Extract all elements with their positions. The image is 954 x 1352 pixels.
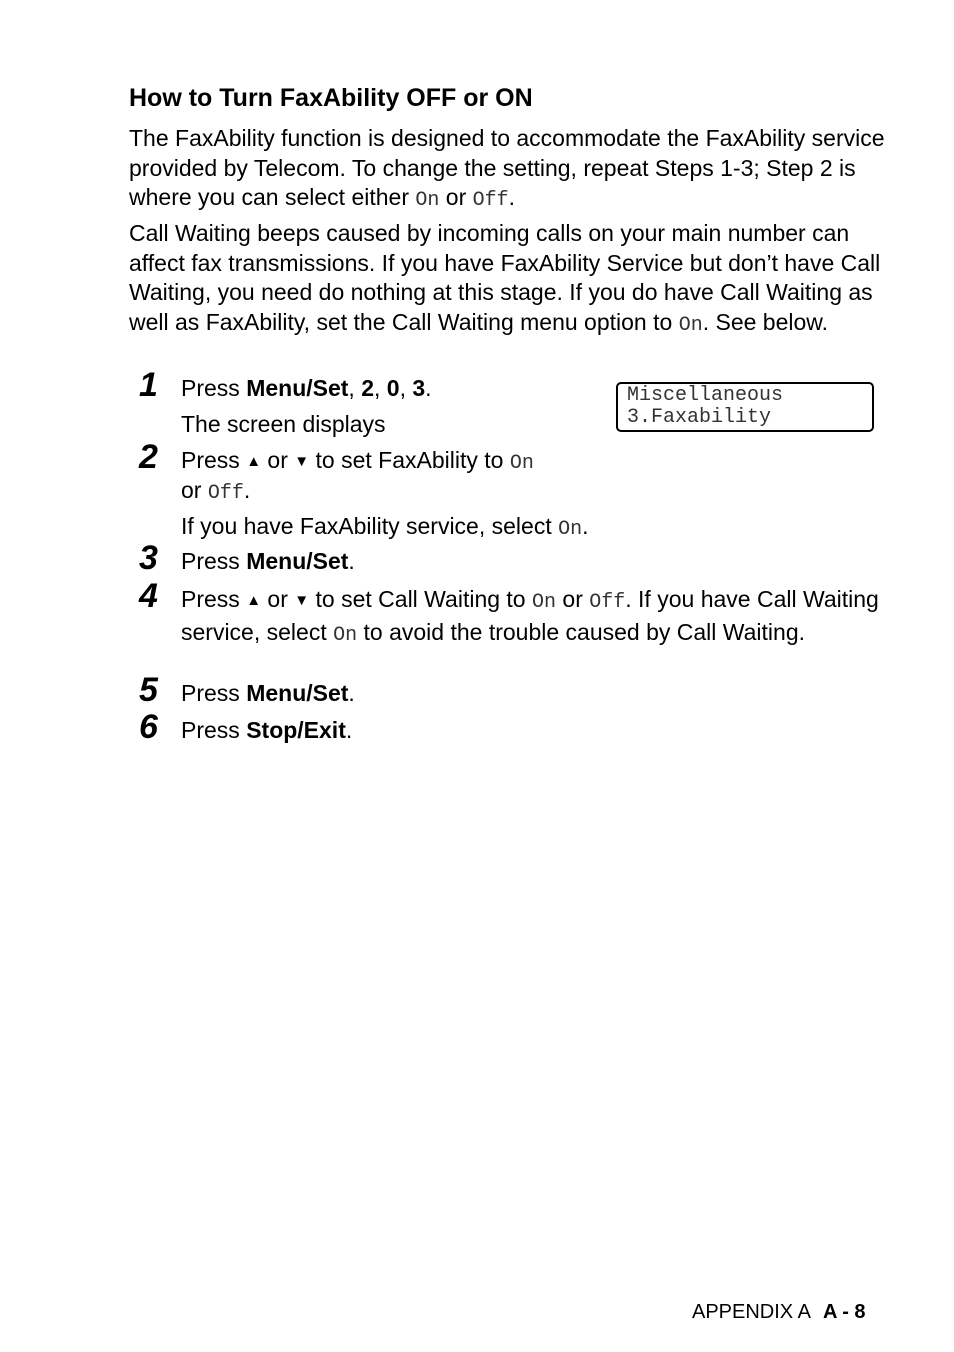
step-6-text <box>181 716 352 746</box>
or-word: or <box>261 447 295 473</box>
period: . <box>582 513 589 539</box>
step-number-5: 5 <box>139 671 158 709</box>
step-1-subtext: The screen displays <box>181 411 386 437</box>
comma: , <box>374 375 387 401</box>
option-on: On <box>558 518 583 541</box>
option-off: Off <box>207 482 244 505</box>
section-heading: How to Turn FaxAbility OFF or ON <box>129 84 533 112</box>
step-2-or-line <box>181 476 250 509</box>
page-number: A - 8 <box>822 1301 866 1323</box>
step-number-1: 1 <box>139 366 158 404</box>
option-off: Off <box>472 189 509 213</box>
or-word: or <box>261 586 295 612</box>
intro-paragraph-2 <box>129 219 889 340</box>
up-arrow-icon: ▲ <box>246 453 262 470</box>
step-2-subtext <box>181 512 589 545</box>
step-1-text <box>181 374 432 404</box>
menu-set-key: Menu/Set <box>246 375 349 401</box>
step-2-text <box>181 446 534 479</box>
period: . <box>348 680 355 706</box>
intro-paragraph-1 <box>129 124 889 216</box>
menu-set-key: Menu/Set <box>246 680 349 706</box>
stop-exit-key: Stop/Exit <box>246 717 346 743</box>
menu-set-key: Menu/Set <box>246 548 349 574</box>
option-on: On <box>509 452 534 475</box>
press-word: Press <box>181 717 247 743</box>
step-number-2: 2 <box>139 438 158 476</box>
period: . <box>345 717 353 743</box>
step-5-text <box>181 679 355 709</box>
down-arrow-icon: ▼ <box>294 453 310 470</box>
step-2-sub-a: If you have FaxAbility service, select <box>181 513 559 539</box>
period: . <box>348 548 355 574</box>
press-word: Press <box>181 548 247 574</box>
or-word: or <box>181 477 208 503</box>
option-on: On <box>678 313 703 337</box>
option-off: Off <box>589 591 626 614</box>
key-0: 0 <box>386 375 400 401</box>
page-footer <box>692 1299 866 1325</box>
period: . <box>243 477 251 503</box>
key-2: 2 <box>361 375 374 401</box>
p1-text: The FaxAbility function is designed to accommodate the FaxAbility service provided by Telecom. To change the setting, repeat Steps 1-3; Step 2 is where you can select either <box>129 125 885 211</box>
or-word: or <box>556 586 590 612</box>
option-on: On <box>532 591 557 614</box>
press-word: Press <box>181 680 247 706</box>
press-word: Press <box>181 586 247 612</box>
p1-or: or <box>439 184 473 211</box>
step-number-6: 6 <box>139 708 158 746</box>
lcd-line-2: 3.Faxability <box>627 406 772 429</box>
down-arrow-icon: ▼ <box>294 592 310 609</box>
p2-end: . See below. <box>702 308 829 335</box>
key-3: 3 <box>412 375 426 401</box>
p2-text: Call Waiting beeps caused by incoming calls on your main number can affect fax transmissions. If you have FaxAbility Service but don’t have Call Waiting, you need do nothing at this stage. If you do have Call Waiting as well as FaxAbility, set the Call Waiting menu option to <box>129 220 881 335</box>
comma: , <box>348 375 362 401</box>
option-on: On <box>415 189 440 213</box>
press-word: Press <box>181 447 247 473</box>
press-word: Press <box>181 375 247 401</box>
step-2-text-a: to set FaxAbility to <box>309 447 510 473</box>
footer-section: APPENDIX A <box>692 1301 811 1323</box>
period: . <box>425 375 432 401</box>
step-4-text-c: to avoid the trouble caused by Call Waiting. <box>357 618 806 645</box>
up-arrow-icon: ▲ <box>246 592 262 609</box>
p1-end: . <box>508 184 516 211</box>
lcd-display <box>616 382 874 432</box>
step-number-3: 3 <box>139 539 158 577</box>
step-4-text-a: to set Call Waiting to <box>309 586 532 612</box>
lcd-line-1: Miscellaneous <box>627 384 784 407</box>
step-number-4: 4 <box>139 577 158 615</box>
step-4-text-b: . If you have Call Waiting service, select <box>181 586 879 645</box>
step-4-text <box>181 585 881 650</box>
comma: , <box>399 375 413 401</box>
step-3-text <box>181 547 355 577</box>
option-on: On <box>333 623 358 647</box>
